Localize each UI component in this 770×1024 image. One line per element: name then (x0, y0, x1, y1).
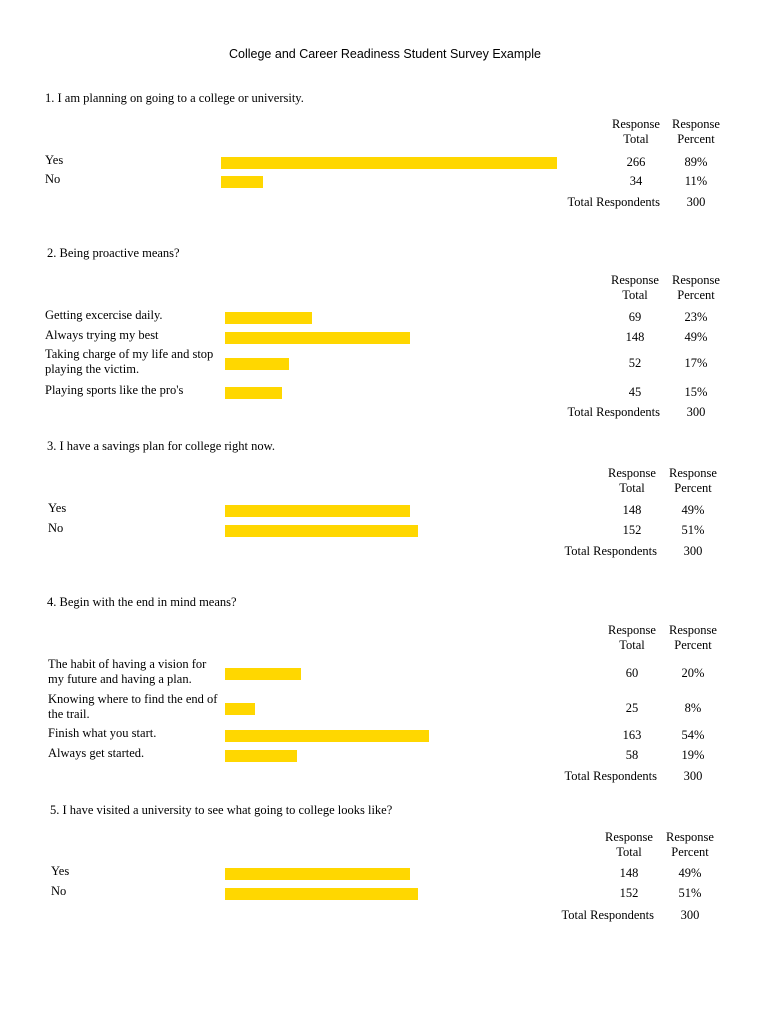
answer-percent: 49% (684, 330, 708, 344)
answer-bar (225, 888, 418, 900)
answer-label: Always get started. (48, 746, 145, 760)
answer-percent: 20% (681, 666, 705, 680)
header-total-line: Response (605, 830, 653, 844)
answer-total: 163 (622, 728, 642, 742)
answer-total: 69 (628, 310, 642, 324)
answer-percent: 8% (684, 701, 702, 715)
document-title: College and Career Readiness Student Survey Example (229, 47, 541, 61)
answer-total: 148 (622, 503, 642, 517)
answer-percent: 15% (684, 385, 708, 399)
answer-total: 152 (622, 523, 642, 537)
answer-bar (225, 525, 418, 537)
question-title: 3. I have a savings plan for college right now. (47, 439, 275, 453)
question-title: 5. I have visited a university to see what going to college looks like? (50, 803, 393, 817)
header-total-line: Response (608, 466, 656, 480)
header-percent-line: Percent (677, 132, 715, 146)
answer-label: No (51, 884, 67, 898)
answer-percent: 17% (684, 356, 708, 370)
total-respondents-value: 300 (686, 405, 706, 419)
answer-label: No (45, 172, 61, 186)
answer-percent: 89% (684, 155, 708, 169)
answer-total: 58 (625, 748, 639, 762)
answer-label: Yes (45, 153, 64, 167)
answer-percent: 49% (678, 866, 702, 880)
total-respondents-label: Total Respondents (564, 544, 657, 558)
header-percent-line: Response (672, 117, 720, 131)
answer-percent: 54% (681, 728, 705, 742)
header-response-total (597, 830, 661, 860)
question-title: 2. Being proactive means? (47, 246, 180, 260)
answer-label: Taking charge of my life and stop playing the victim. (45, 347, 214, 376)
answer-bar (225, 730, 429, 742)
question-title: 1. I am planning on going to a college or university. (45, 91, 304, 105)
answer-label: Yes (51, 864, 70, 878)
answer-percent: 49% (681, 503, 705, 517)
header-percent-line: Percent (671, 845, 709, 859)
answer-bar (225, 703, 255, 715)
header-percent-line: Response (672, 273, 720, 287)
answer-total: 148 (619, 866, 639, 880)
answer-bar (221, 176, 263, 188)
answer-label: Finish what you start. (48, 726, 157, 740)
question-title: 4. Begin with the end in mind means? (47, 595, 237, 609)
total-respondents-value: 300 (683, 544, 703, 558)
answer-label: Getting excercise daily. (45, 308, 163, 322)
answer-bar (225, 868, 410, 880)
header-total-line: Response (608, 623, 656, 637)
answer-label: Playing sports like the pro's (45, 383, 184, 397)
answer-total: 52 (628, 356, 642, 370)
total-respondents-value: 300 (686, 195, 706, 209)
header-total-line: Response (611, 273, 659, 287)
header-response-total (600, 466, 664, 496)
answer-percent: 23% (684, 310, 708, 324)
header-response-percent (658, 830, 722, 860)
answer-label: The habit of having a vision for my future and having a plan. (48, 657, 207, 686)
answer-bar (225, 387, 282, 399)
answer-bar (225, 332, 410, 344)
answer-total: 34 (629, 174, 643, 188)
header-percent-line: Response (666, 830, 714, 844)
header-percent-line: Response (669, 466, 717, 480)
answer-bar (225, 750, 297, 762)
answer-total: 60 (625, 666, 639, 680)
header-total-line: Total (622, 288, 648, 302)
header-total-line: Total (623, 132, 649, 146)
header-response-total (603, 273, 667, 303)
answer-bar (225, 358, 289, 370)
answer-total: 266 (626, 155, 646, 169)
header-response-percent (664, 273, 728, 303)
answer-label: Always trying my best (45, 328, 159, 342)
header-percent-line: Percent (674, 481, 712, 495)
total-respondents-value: 300 (680, 908, 700, 922)
answer-bar (221, 157, 557, 169)
header-response-percent (661, 466, 725, 496)
answer-percent: 11% (684, 174, 708, 188)
answer-bar (225, 668, 301, 680)
answer-total: 148 (625, 330, 645, 344)
header-percent-line: Response (669, 623, 717, 637)
header-response-percent (661, 623, 725, 653)
answer-percent: 51% (678, 886, 702, 900)
answer-total: 25 (625, 701, 639, 715)
answer-percent: 19% (681, 748, 705, 762)
answer-label: Yes (48, 501, 67, 515)
header-total-line: Total (619, 481, 645, 495)
answer-bar (225, 505, 410, 517)
header-response-total (604, 117, 668, 147)
header-percent-line: Percent (677, 288, 715, 302)
header-response-total (600, 623, 664, 653)
total-respondents-value: 300 (683, 769, 703, 783)
answer-label: Knowing where to find the end of the trail. (48, 692, 218, 721)
header-total-line: Response (612, 117, 660, 131)
header-percent-line: Percent (674, 638, 712, 652)
answer-total: 152 (619, 886, 639, 900)
answer-label: No (48, 521, 64, 535)
header-total-line: Total (619, 638, 645, 652)
answer-total: 45 (628, 385, 642, 399)
answer-percent: 51% (681, 523, 705, 537)
total-respondents-label: Total Respondents (567, 195, 660, 209)
answer-bar (225, 312, 312, 324)
total-respondents-label: Total Respondents (564, 769, 657, 783)
header-response-percent (664, 117, 728, 147)
header-total-line: Total (616, 845, 642, 859)
total-respondents-label: Total Respondents (567, 405, 660, 419)
total-respondents-label: Total Respondents (561, 908, 654, 922)
